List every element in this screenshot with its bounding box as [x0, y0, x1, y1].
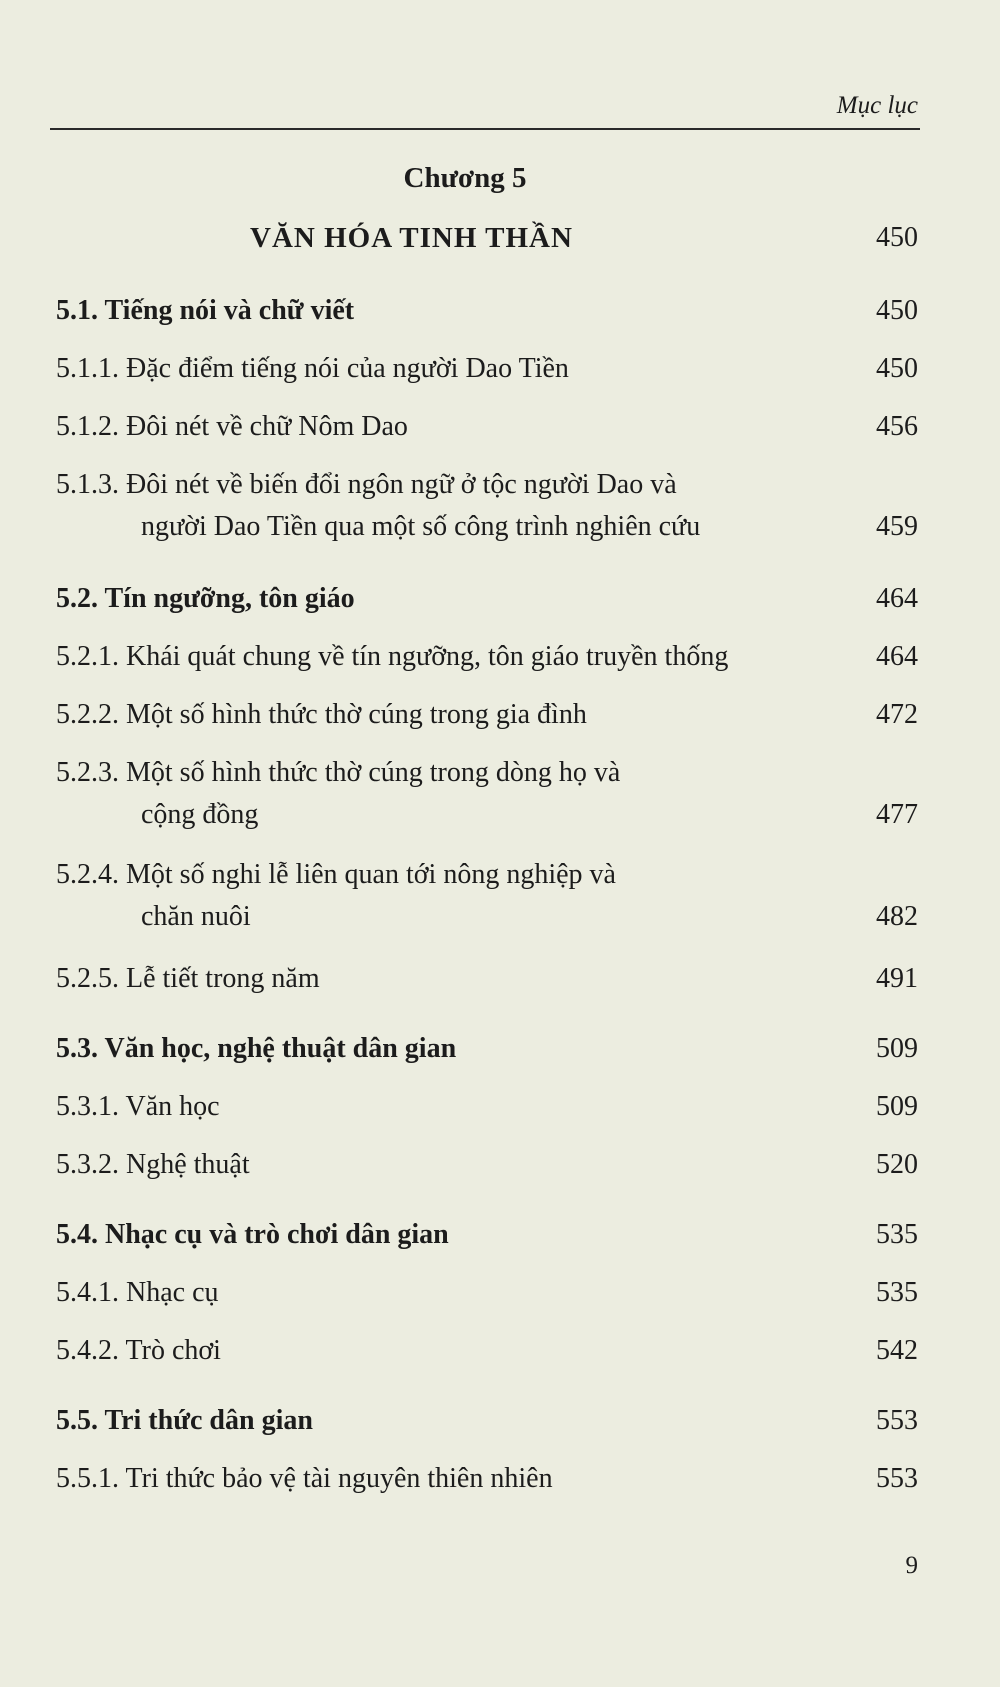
toc-entry-5-1-3 — [56, 464, 918, 548]
toc-entry-title-line1: 5.1.3. Đôi nét về biến đổi ngôn ngữ ở tộc người Dao và — [56, 469, 677, 500]
toc-entry-5-3-2 — [56, 1144, 918, 1186]
toc-entry-5-2-3 — [56, 752, 918, 836]
header-rule — [50, 128, 920, 130]
toc-section-5-5 — [56, 1400, 918, 1442]
toc-entry-5-1-1 — [56, 348, 918, 390]
toc-entry-page: 509 — [876, 1033, 918, 1064]
toc-entry-page: 450 — [876, 353, 918, 384]
toc-entry-page: 553 — [876, 1405, 918, 1436]
page-number: 9 — [905, 1552, 918, 1579]
toc-entry-page: 553 — [876, 1463, 918, 1494]
toc-entry-title: 5.2.2. Một số hình thức thờ cúng trong gia đình — [56, 699, 587, 730]
toc-entry-page: 450 — [876, 295, 918, 326]
toc-entry-page: 459 — [876, 511, 918, 542]
toc-entry-title: 5.1. Tiếng nói và chữ viết — [56, 295, 355, 326]
toc-entry-title: 5.4.1. Nhạc cụ — [56, 1277, 219, 1308]
toc-entry-page: 477 — [876, 799, 918, 830]
toc-entry-5-5-1 — [56, 1458, 918, 1500]
toc-entry-page: 464 — [876, 641, 918, 672]
toc-entry-5-1-2 — [56, 406, 918, 448]
toc-entry-page: 482 — [876, 901, 918, 932]
toc-entry-page: 520 — [876, 1149, 918, 1180]
toc-entry-title: 5.2.1. Khái quát chung về tín ngưỡng, tôn giáo truyền thống — [56, 641, 729, 672]
toc-entry-title-line1: 5.2.3. Một số hình thức thờ cúng trong dòng họ và — [56, 757, 621, 788]
toc-entry-page: 456 — [876, 411, 918, 442]
chapter-title: VĂN HÓA TINH THẦN — [250, 222, 573, 254]
toc-entry-title: 5.3.1. Văn học — [56, 1091, 220, 1122]
running-head: Mục lục — [836, 92, 918, 119]
toc-entry-page: 491 — [876, 963, 918, 994]
toc-entry-page: 464 — [876, 583, 918, 614]
toc-entry-title: 5.4. Nhạc cụ và trò chơi dân gian — [56, 1219, 449, 1250]
toc-section-5-3 — [56, 1028, 918, 1070]
toc-entry-title-line2: cộng đồng — [141, 799, 259, 830]
toc-entry-page: 542 — [876, 1335, 918, 1366]
toc-entry-5-2-2 — [56, 694, 918, 736]
toc-entry-title: 5.3.2. Nghệ thuật — [56, 1149, 250, 1180]
toc-entry-title: 5.1.1. Đặc điểm tiếng nói của người Dao Tiền — [56, 353, 569, 384]
toc-section-5-1 — [56, 290, 918, 332]
toc-entry-title: 5.2. Tín ngưỡng, tôn giáo — [56, 583, 355, 614]
toc-entry-title: 5.2.5. Lễ tiết trong năm — [56, 963, 320, 994]
toc-section-5-4 — [56, 1214, 918, 1256]
toc-entry-title-line2: chăn nuôi — [141, 901, 251, 932]
toc-entry-title: 5.4.2. Trò chơi — [56, 1335, 221, 1366]
toc-entry-title: 5.3. Văn học, nghệ thuật dân gian — [56, 1033, 457, 1064]
chapter-label: Chương 5 — [403, 162, 527, 194]
toc-entry-title: 5.5.1. Tri thức bảo vệ tài nguyên thiên nhiên — [56, 1463, 553, 1494]
toc-entry-title-line2: người Dao Tiền qua một số công trình nghiên cứu — [141, 511, 701, 542]
toc-entry-page: 535 — [876, 1219, 918, 1250]
toc-entry-page: 509 — [876, 1091, 918, 1122]
toc-entry-5-2-1 — [56, 636, 918, 678]
toc-entry-5-3-1 — [56, 1086, 918, 1128]
toc-section-5-2 — [56, 578, 918, 620]
toc-entry-5-4-1 — [56, 1272, 918, 1314]
toc-entry-title: 5.5. Tri thức dân gian — [56, 1405, 313, 1436]
toc-entry-5-4-2 — [56, 1330, 918, 1372]
toc-entry-title-line1: 5.2.4. Một số nghi lễ liên quan tới nông nghiệp và — [56, 859, 616, 890]
toc-entry-5-2-4 — [56, 854, 918, 938]
chapter-page-number: 450 — [876, 222, 918, 253]
toc-entry-title: 5.1.2. Đôi nét về chữ Nôm Dao — [56, 411, 408, 442]
toc-entry-page: 535 — [876, 1277, 918, 1308]
toc-entry-5-2-5 — [56, 958, 918, 1000]
toc-entry-page: 472 — [876, 699, 918, 730]
